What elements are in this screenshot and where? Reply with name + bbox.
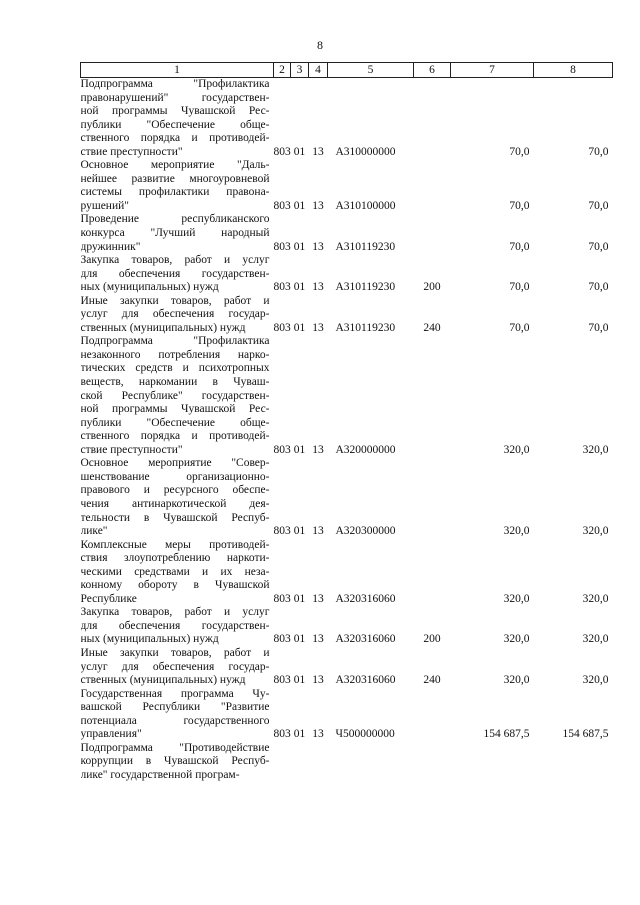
row-name-line: веществ, наркомании в Чуваш- xyxy=(80,376,270,389)
row-sum-7: 70,0 xyxy=(509,145,530,158)
row-sum-7: 320,0 xyxy=(503,443,530,456)
row-vr xyxy=(414,688,451,742)
row-name-line: ной программы Чувашской Рес- xyxy=(80,105,270,118)
row-csr xyxy=(328,742,414,783)
row-csr: Ч500000000 xyxy=(335,728,395,741)
row-vr xyxy=(414,335,451,457)
row-csr: А310100000 xyxy=(335,199,396,212)
row-vr xyxy=(414,213,451,254)
row-name-line: ной программы Чувашской Рес- xyxy=(80,403,270,416)
row-pr xyxy=(309,742,328,783)
row-name-line: публики "Обеспечение обще- xyxy=(80,416,270,429)
row-sum-8: 70,0 xyxy=(588,321,609,334)
header-cell: 4 xyxy=(309,63,328,78)
row-csr: А320300000 xyxy=(335,525,396,538)
row-pr: 13 xyxy=(312,443,324,456)
header-cell: 6 xyxy=(414,63,451,78)
table-row xyxy=(81,159,613,213)
row-name-line: Иные закупки товаров, работ и xyxy=(80,646,270,659)
row-sum-8: 320,0 xyxy=(582,592,609,605)
row-ved: 803 xyxy=(273,321,291,334)
row-pr: 13 xyxy=(312,199,324,212)
row-name-line: для обеспечения государствен- xyxy=(80,267,270,280)
row-name-line: потенциала государственного xyxy=(80,714,270,727)
table-row xyxy=(81,606,613,647)
row-name-line: ственного порядка и противодей- xyxy=(80,132,270,145)
row-name xyxy=(81,254,274,295)
row-vr xyxy=(414,539,451,607)
row-sum-7: 70,0 xyxy=(509,240,530,253)
row-sum-8 xyxy=(534,742,613,783)
table-row xyxy=(81,295,613,336)
row-vr xyxy=(414,457,451,538)
table-body xyxy=(81,78,613,783)
row-pr: 13 xyxy=(312,145,324,158)
row-name-line: ственного порядка и противодей- xyxy=(80,430,270,443)
row-name xyxy=(81,606,274,647)
row-ved: 803 xyxy=(273,443,291,456)
row-name xyxy=(81,647,274,688)
row-name-line: Комплексные меры противодей- xyxy=(80,538,270,551)
row-rz: 01 xyxy=(293,525,306,538)
row-name-line: вашской Республики "Развитие xyxy=(80,701,270,714)
row-name xyxy=(81,688,274,742)
row-sum-7: 320,0 xyxy=(503,633,530,646)
row-name-line: системы профилактики правона- xyxy=(80,186,270,199)
header-cell: 8 xyxy=(534,63,613,78)
row-name-line: Проведение республиканского xyxy=(80,213,270,226)
row-name xyxy=(81,742,274,783)
row-name-line: ствие преступности" xyxy=(80,145,183,158)
row-rz: 01 xyxy=(293,592,306,605)
row-sum-8: 320,0 xyxy=(582,674,609,687)
header-cell: 1 xyxy=(81,63,274,78)
row-name-line: лике" xyxy=(80,525,108,538)
table-row xyxy=(81,78,613,160)
row-sum-7: 320,0 xyxy=(503,674,530,687)
row-name-line: тельности в Чувашской Респуб- xyxy=(80,511,270,524)
row-sum-7: 320,0 xyxy=(503,592,530,605)
row-name-line: Основное мероприятие "Даль- xyxy=(80,159,270,172)
row-csr: А310119230 xyxy=(335,240,396,253)
row-rz: 01 xyxy=(293,633,306,646)
row-sum-8: 70,0 xyxy=(588,281,609,294)
row-pr: 13 xyxy=(312,321,324,334)
row-sum-8: 70,0 xyxy=(588,240,609,253)
header-cell: 2 xyxy=(274,63,291,78)
row-vr: 200 xyxy=(423,633,441,646)
row-ved: 803 xyxy=(273,281,291,294)
row-name xyxy=(81,78,274,160)
row-name-line: Подпрограмма "Профилактика xyxy=(80,78,270,90)
row-sum-8: 320,0 xyxy=(582,443,609,456)
row-name-line: коррупции в Чувашской Респуб- xyxy=(80,755,270,768)
row-name-line: Республике xyxy=(80,592,137,605)
row-ved: 803 xyxy=(273,240,291,253)
row-pr: 13 xyxy=(312,633,324,646)
table-row xyxy=(81,335,613,457)
row-ved xyxy=(274,742,291,783)
row-name-line: Основное мероприятие "Совер- xyxy=(80,457,270,470)
row-csr: А320316060 xyxy=(335,592,396,605)
row-sum-7: 154 687,5 xyxy=(483,728,530,741)
row-rz: 01 xyxy=(293,281,306,294)
table-row xyxy=(81,254,613,295)
row-rz: 01 xyxy=(293,145,306,158)
row-rz: 01 xyxy=(293,321,306,334)
table-row xyxy=(81,457,613,538)
row-sum-8: 154 687,5 xyxy=(562,728,609,741)
page-number: 8 xyxy=(317,38,323,52)
row-rz: 01 xyxy=(293,240,306,253)
row-sum-8: 320,0 xyxy=(582,633,609,646)
row-rz: 01 xyxy=(293,674,306,687)
table-row xyxy=(81,647,613,688)
row-name-line: Закупка товаров, работ и услуг xyxy=(80,254,270,267)
row-pr: 13 xyxy=(312,592,324,605)
row-name-line: рушений" xyxy=(80,199,129,212)
row-name xyxy=(81,159,274,213)
row-name-line: ных (муниципальных) нужд xyxy=(80,633,219,646)
row-vr: 240 xyxy=(423,321,441,334)
row-name xyxy=(81,457,274,538)
row-name xyxy=(81,335,274,457)
row-name-line: ственных (муниципальных) нужд xyxy=(80,674,246,687)
row-rz: 01 xyxy=(293,443,306,456)
row-name xyxy=(81,295,274,336)
row-name-line: незаконного потребления нарко- xyxy=(80,348,270,361)
row-name-line: Государственная программа Чу- xyxy=(80,687,270,700)
row-name-line: ческими средствами и их неза- xyxy=(80,565,270,578)
row-name-line: ствие преступности" xyxy=(80,443,183,456)
row-name-line: ской Республике" государствен- xyxy=(80,389,270,402)
budget-table xyxy=(80,62,613,782)
header-cell: 3 xyxy=(291,63,309,78)
row-sum-8: 70,0 xyxy=(588,145,609,158)
row-name-line: конному обороту в Чувашской xyxy=(80,579,270,592)
row-rz: 01 xyxy=(293,728,306,741)
row-name-line: ных (муниципальных) нужд xyxy=(80,281,219,294)
row-pr: 13 xyxy=(312,240,324,253)
row-name-line: публики "Обеспечение обще- xyxy=(80,118,270,131)
row-name-line: дружинник" xyxy=(80,240,141,253)
row-name-line: тических средств и психотропных xyxy=(80,362,270,375)
row-name-line: ственных (муниципальных) нужд xyxy=(80,321,246,334)
row-ved: 803 xyxy=(273,199,291,212)
row-sum-7: 320,0 xyxy=(503,525,530,538)
row-name-line: конкурса "Лучший народный xyxy=(80,227,270,240)
row-rz xyxy=(291,742,309,783)
row-ved: 803 xyxy=(273,145,291,158)
row-name xyxy=(81,539,274,607)
row-sum-8: 320,0 xyxy=(582,525,609,538)
row-sum-7 xyxy=(451,742,534,783)
row-pr: 13 xyxy=(312,525,324,538)
table-row xyxy=(81,539,613,607)
table-row xyxy=(81,213,613,254)
table-row xyxy=(81,688,613,742)
row-ved: 803 xyxy=(273,633,291,646)
row-name-line: лике" государственной програм- xyxy=(80,768,240,781)
row-csr: А320316060 xyxy=(335,674,396,687)
row-csr: А320000000 xyxy=(335,443,396,456)
row-name-line: правового и ресурсного обеспе- xyxy=(80,484,270,497)
row-name-line: чения антинаркотической дея- xyxy=(80,497,270,510)
row-vr xyxy=(414,78,451,160)
row-name-line: для обеспечения государствен- xyxy=(80,619,270,632)
row-name-line: услуг для обеспечения государ- xyxy=(80,660,270,673)
row-rz: 01 xyxy=(293,199,306,212)
row-name-line: управления" xyxy=(80,728,142,741)
row-sum-8: 70,0 xyxy=(588,199,609,212)
row-name xyxy=(81,213,274,254)
row-name-line: шенствование организационно- xyxy=(80,470,270,483)
row-csr: А310000000 xyxy=(335,145,396,158)
row-ved: 803 xyxy=(273,592,291,605)
row-pr: 13 xyxy=(312,281,324,294)
row-name-line: правонарушений" государствен- xyxy=(80,91,270,104)
row-ved: 803 xyxy=(273,728,291,741)
header-cell: 5 xyxy=(328,63,414,78)
row-csr: А310119230 xyxy=(335,321,396,334)
row-vr xyxy=(414,159,451,213)
row-pr: 13 xyxy=(312,674,324,687)
row-name-line: Иные закупки товаров, работ и xyxy=(80,294,270,307)
row-name-line: услуг для обеспечения государ- xyxy=(80,308,270,321)
row-name-line: ствия злоупотреблению наркоти- xyxy=(80,552,270,565)
row-name-line: Закупка товаров, работ и услуг xyxy=(80,606,270,619)
header-cell: 7 xyxy=(451,63,534,78)
row-ved: 803 xyxy=(273,674,291,687)
row-sum-7: 70,0 xyxy=(509,281,530,294)
row-vr: 240 xyxy=(423,674,441,687)
row-csr: А310119230 xyxy=(335,281,396,294)
row-sum-7: 70,0 xyxy=(509,321,530,334)
row-ved: 803 xyxy=(273,525,291,538)
row-sum-7: 70,0 xyxy=(509,199,530,212)
row-pr: 13 xyxy=(312,728,324,741)
row-csr: А320316060 xyxy=(335,633,396,646)
row-name-line: Подпрограмма "Противодействие xyxy=(80,741,270,754)
row-name-line: нейшее развитие многоуровневой xyxy=(80,172,270,185)
table-row xyxy=(81,742,613,783)
row-vr xyxy=(414,742,451,783)
table-header xyxy=(81,63,613,78)
row-name-line: Подпрограмма "Профилактика xyxy=(80,335,270,348)
row-vr: 200 xyxy=(423,281,441,294)
